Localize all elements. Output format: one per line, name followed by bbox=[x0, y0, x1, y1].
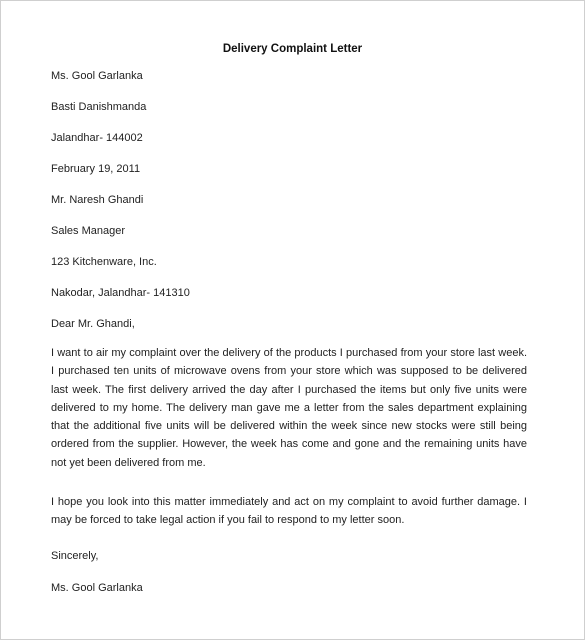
letter-title: Delivery Complaint Letter bbox=[222, 43, 363, 55]
letter-date: February 19, 2011 bbox=[51, 163, 141, 175]
sender-city: Jalandhar- 144002 bbox=[51, 132, 143, 144]
recipient-title: Sales Manager bbox=[51, 225, 125, 237]
sender-street: Basti Danishmanda bbox=[51, 101, 147, 113]
body-paragraph-2: I hope you look into this matter immediately and act on my complaint to avoid further damage. I may be forced to take legal action if you fail to respond to my letter soon. bbox=[51, 496, 527, 527]
salutation: Dear Mr. Ghandi, bbox=[51, 318, 135, 330]
body-paragraph-1: I want to air my complaint over the delivery of the products I purchased from your store last week. I purchased ten units of microwave ovens from your store which was supposed to be delivered last week. The first delivery arrived the day after I purchased the items but only five units were delivered to my home. The delivery man gave me a letter from the sales department explaining that the additional five units will be delivered within the week since new stocks were still being ordered from the supplier. However, the week has come and gone and the remaining units have not yet been delivered from me. bbox=[51, 347, 527, 469]
recipient-name: Mr. Naresh Ghandi bbox=[51, 194, 144, 206]
sender-name: Ms. Gool Garlanka bbox=[51, 70, 143, 82]
signature-name: Ms. Gool Garlanka bbox=[51, 582, 143, 594]
recipient-company: 123 Kitchenware, Inc. bbox=[51, 256, 157, 268]
recipient-city: Nakodar, Jalandhar- 141310 bbox=[51, 287, 190, 299]
closing: Sincerely, bbox=[51, 550, 99, 562]
